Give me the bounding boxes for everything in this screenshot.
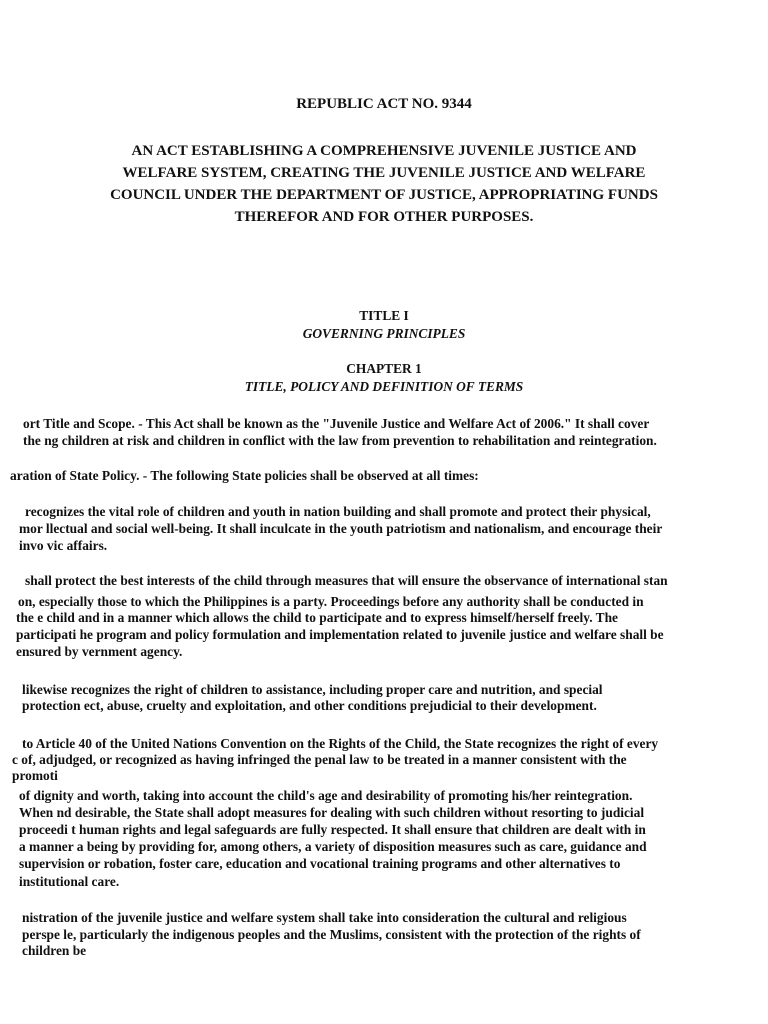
body-line: ort Title and Scope. - This Act shall be known as the "Juvenile Justice and Welfare Act of 2006." It shall cover xyxy=(23,416,650,431)
body-line: When nd desirable, the State shall adopt measures for dealing with such children without resorting to judicial xyxy=(19,805,645,820)
body-line: supervision or robation, foster care, education and vocational training programs and other alternatives to xyxy=(19,856,621,871)
body-line: ensured by vernment agency. xyxy=(16,644,183,659)
act-number: REPUBLIC ACT NO. 9344 xyxy=(296,96,472,112)
chapter-label: CHAPTER 1 xyxy=(346,361,422,376)
chapter-name: TITLE, POLICY AND DEFINITION OF TERMS xyxy=(244,379,524,394)
act-title-line: WELFARE SYSTEM, CREATING THE JUVENILE JUSTICE AND WELFARE xyxy=(122,165,646,181)
body-line: perspe le, particularly the indigenous peoples and the Muslims, consistent with the protection of the rights of xyxy=(22,927,641,942)
title-name: GOVERNING PRINCIPLES xyxy=(302,326,466,341)
title-label: TITLE I xyxy=(359,308,409,323)
body-line: of dignity and worth, taking into account the child's age and desirability of promoting his/her reintegration. xyxy=(19,788,633,803)
body-line: c of, adjudged, or recognized as having infringed the penal law to be treated in a manner consistent with the xyxy=(12,752,627,767)
body-line: the ng children at risk and children in conflict with the law from prevention to rehabilitation and reintegration. xyxy=(23,433,657,448)
body-line: invo vic affairs. xyxy=(19,538,108,553)
body-line: shall protect the best interests of the child through measures that will ensure the observance of international stan xyxy=(25,573,668,588)
body-line: a manner a being by providing for, among others, a variety of disposition measures such as care, guidance and xyxy=(19,839,647,854)
body-line: recognizes the vital role of children and youth in nation building and shall promote and protect their physical, xyxy=(25,504,651,519)
body-line: children be xyxy=(22,943,87,958)
body-line: aration of State Policy. - The following State policies shall be observed at all times: xyxy=(10,468,479,483)
body-line: promoti xyxy=(12,768,58,783)
body-line: mor llectual and social well-being. It shall inculcate in the youth patriotism and nationalism, and encourage their xyxy=(19,521,663,536)
body-line: protection ect, abuse, cruelty and exploitation, and other conditions prejudicial to their development. xyxy=(22,698,597,713)
body-line: on, especially those to which the Philippines is a party. Proceedings before any authority shall be conducted in xyxy=(18,594,644,609)
body-line: to Article 40 of the United Nations Convention on the Rights of the Child, the State recognizes the right of every xyxy=(22,736,659,751)
body-line: institutional care. xyxy=(19,874,120,889)
body-line: participati he program and policy formulation and implementation related to juvenile justice and welfare shall be xyxy=(16,627,664,642)
body-line: the e child and in a manner which allows the child to participate and to express himself/herself freely. The xyxy=(16,610,618,625)
body-line: nistration of the juvenile justice and welfare system shall take into consideration the cultural and religious xyxy=(22,910,627,925)
body-line: proceedi t human rights and legal safeguards are fully respected. It shall ensure that children are dealt with in xyxy=(19,822,646,837)
act-title-line: THEREFOR AND FOR OTHER PURPOSES. xyxy=(234,209,534,225)
body-line: likewise recognizes the right of children to assistance, including proper care and nutrition, and special xyxy=(22,682,603,697)
act-title-line: COUNCIL UNDER THE DEPARTMENT OF JUSTICE, APPROPRIATING FUNDS xyxy=(110,187,658,203)
act-title-line: AN ACT ESTABLISHING A COMPREHENSIVE JUVENILE JUSTICE AND xyxy=(131,143,637,159)
